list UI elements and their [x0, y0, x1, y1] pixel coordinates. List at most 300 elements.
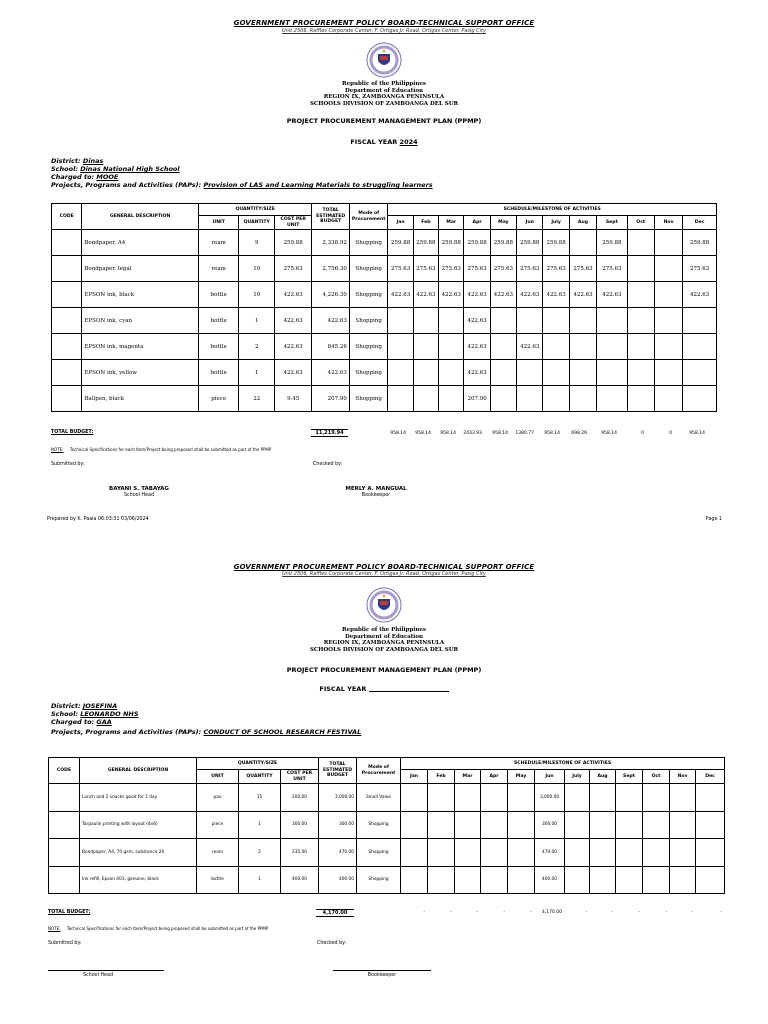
month-total-mar: -	[476, 910, 478, 915]
cell-month-dec	[696, 866, 725, 894]
cell-month-oct	[643, 866, 670, 894]
paps-line: Projects, Programs and Activities (PAPs): CONDUCT OF SCHOOL RESEARCH FESTIVAL	[51, 728, 362, 736]
cell-quantity: 1	[239, 360, 274, 386]
cell-unit: piece	[198, 386, 239, 412]
district-line: District: JOSEFINA	[51, 702, 118, 710]
cell-code	[49, 866, 80, 894]
cell-quantity: 1	[239, 866, 281, 894]
office-title: GOVERNMENT PROCUREMENT POLICY BOARD-TECHNICAL SUPPORT OFFICE	[233, 563, 535, 571]
cell-month-aug	[590, 839, 616, 867]
cell-month-nov	[654, 230, 682, 256]
cell-month-nov	[670, 784, 696, 812]
cell-month-jan	[388, 308, 413, 334]
header-quantity-size: QUANTITY/SIZE	[197, 758, 319, 770]
header-month-feb: Feb	[413, 216, 438, 230]
table-row	[52, 308, 717, 334]
cell-quantity: 10	[239, 256, 274, 282]
cell-month-apr: 422.63	[464, 282, 490, 308]
header-month-may: May	[508, 770, 535, 784]
cell-code	[52, 386, 82, 412]
cell-month-oct	[627, 334, 654, 360]
month-total-feb: -	[450, 910, 452, 915]
cell-total-budget: 4,226.30	[312, 282, 349, 308]
cell-total-budget: 300.00	[319, 811, 357, 839]
header-month-sept: Sept	[597, 216, 627, 230]
cell-month-july	[565, 866, 590, 894]
cell-month-aug	[569, 334, 596, 360]
cell-month-aug	[590, 866, 616, 894]
cell-quantity: 2	[239, 334, 274, 360]
cell-cost-per-unit: 422.63	[274, 308, 312, 334]
cell-month-feb: 275.63	[413, 256, 438, 282]
cell-month-oct	[627, 282, 654, 308]
header-month-dec: Dec	[683, 216, 717, 230]
header-month-nov: Nov	[670, 770, 696, 784]
header-total-line: ESTIMATED	[316, 213, 346, 219]
submitted-by-label: Submitted by:	[48, 941, 82, 946]
cell-month-feb	[428, 784, 455, 812]
cell-description: Tarpaulin printing with layout (4x6)	[80, 811, 197, 839]
cell-month-apr: 259.88	[464, 230, 490, 256]
procurement-table	[51, 203, 717, 412]
cell-month-aug	[590, 811, 616, 839]
header-total-line: BUDGET	[320, 219, 342, 225]
cell-quantity: 1	[239, 811, 281, 839]
prepared-by: Prepared by K. Paala 06:03:31 03/06/2024	[47, 517, 149, 522]
charged-line: Charged to: MOOE	[51, 173, 119, 181]
table-row	[52, 360, 717, 386]
cell-month-july	[565, 839, 590, 867]
cell-month-jun	[517, 360, 543, 386]
cell-month-jan	[401, 811, 428, 839]
cell-month-may	[490, 334, 516, 360]
cell-cost-per-unit: 300.00	[281, 811, 319, 839]
month-total-nov: 0	[669, 431, 672, 436]
header-code: CODE	[49, 758, 80, 784]
cell-month-nov	[654, 308, 682, 334]
header-month-nov: Nov	[654, 216, 682, 230]
header-month-may: May	[490, 216, 516, 230]
procurement-table	[48, 757, 725, 894]
header-total-budget	[312, 204, 349, 230]
cell-cost-per-unit: 422.63	[274, 282, 312, 308]
cell-description: Bondpaper, A4, 70 gsm, substance 20	[80, 839, 197, 867]
header-description: GENERAL DESCRIPTION	[80, 758, 197, 784]
cell-month-sept	[597, 334, 627, 360]
cell-total-budget: 422.63	[312, 360, 349, 386]
cell-code	[49, 839, 80, 867]
cell-month-feb	[413, 308, 438, 334]
cell-month-jan	[388, 360, 413, 386]
header-month-aug: Aug	[590, 770, 616, 784]
cell-month-aug	[569, 308, 596, 334]
cell-month-oct	[627, 230, 654, 256]
cell-mode: Shopping	[349, 360, 388, 386]
checked-by-label: Checked by:	[313, 462, 343, 467]
cell-month-nov	[670, 866, 696, 894]
cell-month-apr: 275.63	[464, 256, 490, 282]
cell-description: Ink refill, Epson 003, genuine, black	[80, 866, 197, 894]
note: NOTE: Technical Specifications for each Item/Project being proposed shall be submitted as part of the PPMP	[51, 447, 272, 452]
cell-cost-per-unit: 259.88	[274, 230, 312, 256]
cell-month-jun: 3,000.00	[535, 784, 565, 812]
header-cost-line: UNIT	[286, 222, 300, 228]
office-address: Unit 2506, Raffles Corporate Center, F. Ortigas Jr. Road, Ortigas Center, Pasig City	[282, 571, 486, 577]
cell-month-aug	[569, 360, 596, 386]
month-total-sept: 958.14	[601, 431, 617, 436]
cell-unit: pax	[197, 784, 239, 812]
header-total-line: TOTAL	[322, 208, 339, 214]
cell-month-sept	[616, 784, 643, 812]
cell-month-feb: 259.88	[413, 230, 438, 256]
cell-month-feb	[428, 839, 455, 867]
cell-total-budget: 2,756.30	[312, 256, 349, 282]
table-row	[52, 386, 717, 412]
header-code: CODE	[52, 204, 82, 230]
cell-month-may	[490, 386, 516, 412]
header-quantity: QUANTITY	[239, 216, 274, 230]
cell-month-nov	[654, 360, 682, 386]
table-row	[52, 230, 717, 256]
cell-code	[52, 230, 82, 256]
table-row	[49, 839, 725, 867]
cell-description: EPSON ink, cyan	[82, 308, 199, 334]
header-total-budget	[319, 758, 357, 784]
cell-quantity: 2	[239, 839, 281, 867]
cell-month-jun: 400.00	[535, 866, 565, 894]
cell-mode: Shopping	[357, 866, 401, 894]
month-total-sept: -	[638, 910, 640, 915]
cell-month-dec	[683, 386, 717, 412]
school-line: School: Dinas National High School	[51, 165, 180, 173]
cell-month-dec	[683, 308, 717, 334]
school-line: School: LEONARDO NHS	[51, 710, 139, 718]
cell-unit: piece	[197, 811, 239, 839]
cell-month-sept: 275.63	[597, 256, 627, 282]
cell-month-july	[543, 334, 569, 360]
header-month-dec: Dec	[696, 770, 725, 784]
fiscal-year: FISCAL YEAR 2024	[350, 138, 418, 146]
cell-description: Lunch and 2 snacks good for 1 day	[80, 784, 197, 812]
cell-month-may	[508, 839, 535, 867]
submitted-by-label: Submitted by:	[51, 462, 85, 467]
table-row	[52, 334, 717, 360]
cell-code	[52, 360, 82, 386]
cell-description: EPSON ink, magenta	[82, 334, 199, 360]
cell-mode: Shopping	[349, 308, 388, 334]
fiscal-year: FISCAL YEAR	[0, 685, 768, 693]
cell-month-sept	[616, 839, 643, 867]
header-month-sept: Sept	[616, 770, 643, 784]
total-budget-value: 11,219.94	[311, 429, 348, 437]
cell-month-mar	[455, 839, 481, 867]
cell-month-mar	[455, 866, 481, 894]
cell-month-sept	[597, 308, 627, 334]
cell-month-may	[508, 784, 535, 812]
header-month-july: July	[543, 216, 569, 230]
cell-month-mar	[439, 308, 464, 334]
cell-unit: bottle	[198, 282, 239, 308]
cell-month-sept: 422.63	[597, 282, 627, 308]
cell-month-mar	[439, 386, 464, 412]
agency-block: Republic of the Philippines Department of Education REGION IX, ZAMBOANGA PENINSULA SCHOOLS DIVISION OF ZAMBOANGA DEL SUR	[309, 627, 459, 653]
cell-mode: Shopping	[349, 334, 388, 360]
cell-unit: ream	[197, 839, 239, 867]
table-row	[49, 866, 725, 894]
cell-description: Ballpen, black	[82, 386, 199, 412]
cell-month-may: 422.63	[490, 282, 516, 308]
header-cost-per-unit	[274, 216, 312, 230]
cell-total-budget: 207.90	[312, 386, 349, 412]
cell-month-feb: 422.63	[413, 282, 438, 308]
cell-month-nov	[654, 386, 682, 412]
cell-month-dec	[696, 839, 725, 867]
cell-month-apr	[481, 784, 508, 812]
plan-title: PROJECT PROCUREMENT MANAGEMENT PLAN (PPMP)	[286, 666, 482, 674]
month-total-jan: 958.14	[390, 431, 406, 436]
cell-code	[52, 334, 82, 360]
plan-title: PROJECT PROCUREMENT MANAGEMENT PLAN (PPMP)	[286, 117, 482, 125]
cell-month-dec	[683, 360, 717, 386]
month-total-jan: -	[423, 910, 425, 915]
cell-month-sept	[597, 386, 627, 412]
cell-month-mar: 275.63	[439, 256, 464, 282]
cell-unit: bottle	[198, 308, 239, 334]
month-total-dec: 958.14	[689, 431, 705, 436]
header-mode-line: Mode of	[368, 765, 389, 770]
cell-month-nov	[654, 334, 682, 360]
cell-month-feb	[413, 360, 438, 386]
cell-month-mar	[439, 334, 464, 360]
agency-block: Republic of the Philippines Department of Education REGION IX, ZAMBOANGA PENINSULA SCHOOLS DIVISION OF ZAMBOANGA DEL SUR	[309, 81, 459, 107]
cell-mode: Shopping	[357, 811, 401, 839]
cell-quantity: 1	[239, 308, 274, 334]
month-total-dec: -	[720, 910, 722, 915]
cell-month-nov	[654, 282, 682, 308]
cell-month-sept	[616, 866, 643, 894]
cell-month-july	[543, 308, 569, 334]
header-cost-per-unit	[281, 770, 319, 784]
cell-month-jun: 259.88	[517, 230, 543, 256]
cell-code	[49, 784, 80, 812]
signature-line-2	[333, 970, 431, 971]
cell-month-jan	[401, 866, 428, 894]
cell-month-jun: 275.63	[517, 256, 543, 282]
cell-mode: Shopping	[349, 230, 388, 256]
cell-month-oct	[627, 256, 654, 282]
signatory-1-role: School Head	[83, 973, 113, 978]
cell-month-aug	[569, 230, 596, 256]
cell-month-jun	[517, 386, 543, 412]
cell-month-apr: 422.63	[464, 334, 490, 360]
month-total-july: -	[585, 910, 587, 915]
deped-seal-icon	[366, 587, 402, 623]
cell-month-apr	[481, 839, 508, 867]
header-total-line: BUDGET	[326, 773, 349, 779]
cell-month-nov	[670, 811, 696, 839]
cell-cost-per-unit: 200.00	[281, 784, 319, 812]
header-month-jun: Jun	[517, 216, 543, 230]
cell-month-mar	[455, 784, 481, 812]
header-schedule: SCHEDULE/MILESTONE OF ACTIVITIES	[388, 204, 717, 216]
cell-month-may	[508, 811, 535, 839]
month-total-may: -	[530, 910, 532, 915]
header-quantity: QUANTITY	[239, 770, 281, 784]
cell-description: Bondpaper, A4	[82, 230, 199, 256]
cell-month-jun	[517, 308, 543, 334]
cell-month-dec: 259.88	[683, 230, 717, 256]
total-budget-label: TOTAL BUDGET:	[51, 430, 94, 435]
cell-month-sept	[616, 811, 643, 839]
table-row	[49, 811, 725, 839]
cell-month-may	[508, 866, 535, 894]
cell-description: EPSON ink, yellow	[82, 360, 199, 386]
cell-month-may	[490, 308, 516, 334]
cell-month-jan: 259.88	[388, 230, 413, 256]
cell-cost-per-unit: 9.45	[274, 386, 312, 412]
header-total-line: TOTAL	[329, 762, 346, 768]
cell-cost-per-unit: 422.63	[274, 334, 312, 360]
cell-description: EPSON ink, black	[82, 282, 199, 308]
cell-quantity: 10	[239, 282, 274, 308]
cell-month-july	[543, 360, 569, 386]
charged-line: Charged to: GAA	[51, 718, 112, 726]
cell-total-budget: 3,000.00	[319, 784, 357, 812]
cell-month-jan	[388, 386, 413, 412]
cell-month-may: 275.63	[490, 256, 516, 282]
cell-month-dec: 275.63	[683, 256, 717, 282]
cell-month-jun: 300.00	[535, 811, 565, 839]
cell-mode: Shopping	[357, 839, 401, 867]
header-month-jun: Jun	[535, 770, 565, 784]
table-row	[49, 784, 725, 812]
cell-month-sept: 259.88	[597, 230, 627, 256]
cell-code	[52, 256, 82, 282]
office-address: Unit 2506, Raffles Corporate Center, F. Ortigas Jr. Road, Ortigas Center, Pasig City	[282, 28, 486, 34]
total-budget-label: TOTAL BUDGET:	[48, 910, 91, 915]
signatory-1-name: BAYANI S. TABAYAG	[109, 486, 169, 492]
district-line: District: Dinas	[51, 157, 104, 165]
header-unit: UNIT	[197, 770, 239, 784]
cell-month-july: 422.63	[543, 282, 569, 308]
cell-code	[49, 811, 80, 839]
cell-month-dec	[683, 334, 717, 360]
cell-month-july	[543, 386, 569, 412]
header-month-mar: Mar	[455, 770, 481, 784]
cell-cost-per-unit: 422.63	[274, 360, 312, 386]
header-cost-line: UNIT	[293, 776, 306, 782]
cell-month-july	[565, 784, 590, 812]
cell-month-oct	[643, 811, 670, 839]
header-month-july: July	[565, 770, 590, 784]
office-title: GOVERNMENT PROCUREMENT POLICY BOARD-TECHNICAL SUPPORT OFFICE	[233, 19, 535, 27]
cell-quantity: 22	[239, 386, 274, 412]
table-row	[52, 256, 717, 282]
note: NOTE: Technical Specifications for each Item/Project being proposed shall be submitted as part of the PPMP	[48, 926, 269, 931]
header-month-mar: Mar	[439, 216, 464, 230]
signatory-2-name: MERLY A. MANGUAL	[345, 486, 407, 492]
month-total-mar: 958.14	[440, 431, 456, 436]
header-cost-line: COST PER	[280, 217, 306, 222]
month-total-aug: -	[611, 910, 613, 915]
cell-month-oct	[627, 308, 654, 334]
cell-month-feb	[413, 386, 438, 412]
cell-total-budget: 2,338.92	[312, 230, 349, 256]
month-total-apr: 2433.93	[463, 431, 482, 436]
cell-unit: ream	[198, 230, 239, 256]
header-month-apr: Apr	[464, 216, 490, 230]
cell-month-mar	[455, 811, 481, 839]
cell-unit: bottle	[198, 360, 239, 386]
cell-code	[52, 282, 82, 308]
month-total-jun: 1380.77	[515, 431, 534, 436]
month-total-july: 958.14	[544, 431, 560, 436]
cell-month-may	[490, 360, 516, 386]
cell-month-feb	[428, 811, 455, 839]
signatory-1-role: School Head	[124, 493, 154, 498]
cell-month-aug: 422.63	[569, 282, 596, 308]
header-schedule: SCHEDULE/MILESTONE OF ACTIVITIES	[401, 758, 725, 770]
cell-code	[52, 308, 82, 334]
cell-month-jan	[401, 784, 428, 812]
month-total-oct: -	[665, 910, 667, 915]
cell-month-oct	[627, 386, 654, 412]
header-month-jan: Jan	[388, 216, 413, 230]
cell-unit: bottle	[198, 334, 239, 360]
header-mode-line: Procurement	[361, 770, 396, 776]
header-total-line: ESTIMATED	[322, 767, 353, 773]
cell-month-mar	[439, 360, 464, 386]
cell-month-jun: 422.63	[517, 282, 543, 308]
cell-month-jun: 470.00	[535, 839, 565, 867]
cell-total-budget: 845.26	[312, 334, 349, 360]
page-number: Page 1	[705, 517, 722, 522]
header-mode-line: Mode of	[358, 211, 380, 216]
month-total-feb: 958.14	[415, 431, 431, 436]
header-mode	[357, 758, 401, 784]
cell-total-budget: 470.00	[319, 839, 357, 867]
cell-cost-per-unit: 275.63	[274, 256, 312, 282]
signatory-2-role: Bookkeeper	[361, 493, 391, 498]
checked-by-label: Checked by:	[317, 941, 347, 946]
header-month-aug: Aug	[569, 216, 596, 230]
cell-unit: bottle	[197, 866, 239, 894]
cell-month-dec: 422.63	[683, 282, 717, 308]
header-cost-line: COST PER	[286, 771, 313, 776]
cell-unit: ream	[198, 256, 239, 282]
cell-mode: Shopping	[349, 282, 388, 308]
header-quantity-size: QUANTITY/SIZE	[198, 204, 312, 216]
cell-cost-per-unit: 235.00	[281, 839, 319, 867]
cell-month-jun: 422.63	[517, 334, 543, 360]
header-month-oct: Oct	[627, 216, 654, 230]
cell-month-sept	[597, 360, 627, 386]
cell-month-apr	[481, 811, 508, 839]
header-unit: UNIT	[198, 216, 239, 230]
header-mode-line: Procurement	[351, 216, 386, 222]
cell-month-oct	[643, 784, 670, 812]
cell-month-apr	[481, 866, 508, 894]
header-month-oct: Oct	[643, 770, 670, 784]
paps-line: Projects, Programs and Activities (PAPs): Provision of LAS and Learning Materials to struggling learners	[51, 181, 433, 189]
cell-total-budget: 422.63	[312, 308, 349, 334]
cell-month-aug	[590, 784, 616, 812]
month-total-oct: 0	[641, 431, 644, 436]
cell-description: Bondpaper, legal	[82, 256, 199, 282]
cell-month-apr: 207.90	[464, 386, 490, 412]
cell-month-july: 275.63	[543, 256, 569, 282]
table-row	[52, 282, 717, 308]
